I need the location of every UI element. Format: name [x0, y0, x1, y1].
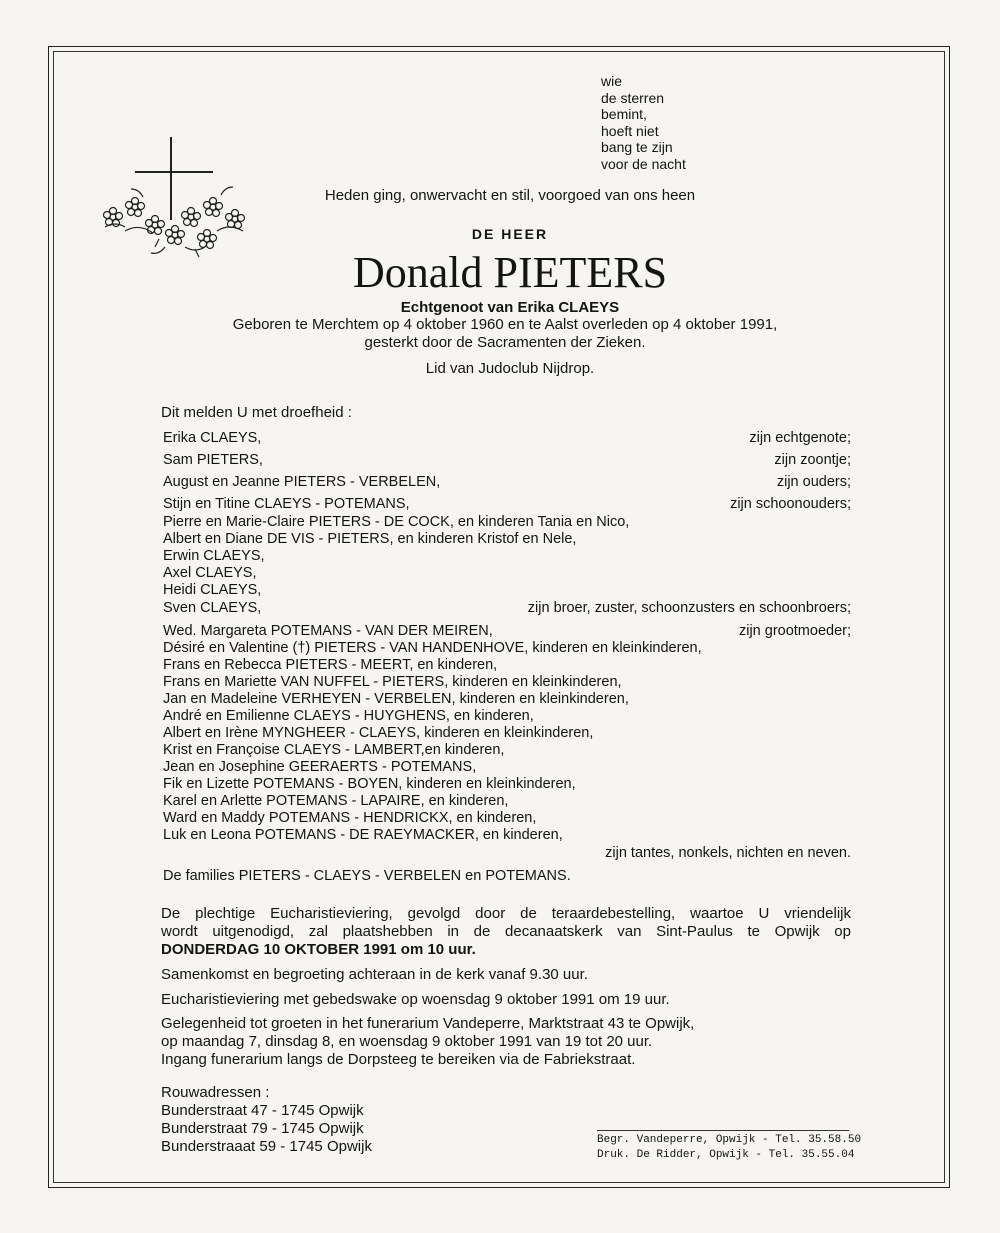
list-item: Fik en Lizette POTEMANS - BOYEN, kinderen en kleinkinderen, [163, 776, 576, 792]
funeral-home-info [161, 1015, 694, 1069]
list-item: Krist en Françoise CLAEYS - LAMBERT,en kinderen, [163, 742, 505, 758]
spouse-line: Echtgenoot van Erika CLAEYS [400, 299, 620, 316]
poem-line: wie [601, 73, 623, 89]
service-line: De plechtige Eucharistieviering, gevolgd door de teraardebestelling, waartoe U vriendelijk [161, 905, 851, 922]
list-item: Axel CLAEYS, [163, 565, 257, 581]
gathering-line: Samenkomst en begroeting achteraan in de kerk vanaf 9.30 uur. [161, 966, 588, 983]
funeral-home-line: op maandag 7, dinsdag 8, en woensdag 9 oktober 1991 van 19 tot 20 uur. [161, 1033, 653, 1050]
list-item: Erika CLAEYS, zijn echtgenote; [163, 430, 851, 446]
list-item: Sven CLAEYS, zijn broer, zuster, schoonzusters en schoonbroers; [163, 600, 851, 616]
list-item: Désiré en Valentine (†) PIETERS - VAN HANDENHOVE, kinderen en kleinkinderen, [163, 640, 702, 656]
title-heer: DE HEER [471, 226, 549, 242]
service-date: DONDERDAG 10 OKTOBER 1991 om 10 uur. [161, 941, 476, 958]
address-line: Bunderstraat 79 - 1745 Opwijk [161, 1120, 364, 1137]
list-item: Albert en Irène MYNGHEER - CLAEYS, kinderen en kleinkinderen, [163, 725, 594, 741]
list-item: Frans en Mariette VAN NUFFEL - PIETERS, kinderen en kleinkinderen, [163, 674, 622, 690]
poem-line: voor de nacht [601, 155, 686, 172]
poem [601, 73, 686, 172]
service-paragraph [161, 905, 851, 959]
funeral-home-line: Gelegenheid tot groeten in het funerarium Vandeperre, Marktstraat 43 te Opwijk, [161, 1015, 695, 1032]
poem-line: hoeft niet [601, 122, 659, 139]
list-item: De families PIETERS - CLAEYS - VERBELEN en POTEMANS. [163, 868, 571, 884]
intro-text: Heden ging, onwervacht en stil, voorgoed van ons heen [324, 187, 696, 204]
list-item: Pierre en Marie-Claire PIETERS - DE COCK, en kinderen Tania en Nico, [163, 514, 630, 530]
list-item: Stijn en Titine CLAEYS - POTEMANS, zijn schoonouders; [163, 496, 851, 512]
list-item: Sam PIETERS, zijn zoontje; [163, 452, 851, 468]
poem-line: de sterren [601, 89, 665, 106]
list-item: Karel en Arlette POTEMANS - LAPAIRE, en kinderen, [163, 793, 509, 809]
list-item: Luk en Leona POTEMANS - DE RAEYMACKER, en kinderen, [163, 827, 563, 843]
address-line: Bunderstraaat 59 - 1745 Opwijk [161, 1138, 372, 1155]
list-item: Jean en Josephine GEERAERTS - POTEMANS, [163, 759, 477, 775]
deceased-name: Donald PIETERS [352, 248, 668, 297]
list-item: Jan en Madeleine VERHEYEN - VERBELEN, kinderen en kleinkinderen, [163, 691, 629, 707]
list-item: André en Emilienne CLAEYS - HUYGHENS, en kinderen, [163, 708, 534, 724]
list-item: August en Jeanne PIETERS - VERBELEN, zijn ouders; [163, 474, 851, 490]
printer-credits [597, 1130, 862, 1163]
list-item: Ward en Maddy POTEMANS - HENDRICKX, en kinderen, [163, 810, 537, 826]
list-item: Heidi CLAEYS, [163, 582, 262, 598]
address-line: Bunderstraat 47 - 1745 Opwijk [161, 1102, 364, 1119]
list-item: Albert en Diane DE VIS - PIETERS, en kinderen Kristof en Nele, [163, 531, 577, 547]
addresses-label: Rouwadressen : [161, 1084, 270, 1101]
poem-line: bang te zijn [601, 139, 673, 155]
mourning-addresses [161, 1084, 372, 1156]
list-item: zijn tantes, nonkels, nichten en neven. [605, 845, 851, 861]
club-line: Lid van Judoclub Nijdrop. [425, 360, 595, 377]
poem-line: bemint, [601, 106, 647, 122]
list-item: Wed. Margareta POTEMANS - VAN DER MEIREN, zijn grootmoeder; [163, 623, 851, 639]
sacrament-line: gesterkt door de Sacramenten der Zieken. [364, 334, 646, 351]
list-item: Frans en Rebecca PIETERS - MEERT, en kinderen, [163, 657, 498, 673]
mourners-intro: Dit melden U met droefheid : [161, 404, 352, 421]
service-line: wordt uitgenodigd, zal plaatshebben in de decanaatskerk van Sint-Paulus te Opwijk op [161, 923, 851, 940]
list-item: Erwin CLAEYS, [163, 548, 265, 564]
credit-line: Druk. De Ridder, Opwijk - Tel. 35.55.04 [597, 1149, 855, 1161]
vigil-line: Eucharistieviering met gebedswake op woensdag 9 oktober 1991 om 19 uur. [161, 991, 670, 1008]
credit-line: Begr. Vandeperre, Opwijk - Tel. 35.58.50 [597, 1134, 862, 1146]
funeral-home-line: Ingang funerarium langs de Dorpsteeg te bereiken via de Fabriekstraat. [161, 1051, 636, 1068]
birth-line: Geboren te Merchtem op 4 oktober 1960 en te Aalst overleden op 4 oktober 1991, [232, 316, 778, 333]
